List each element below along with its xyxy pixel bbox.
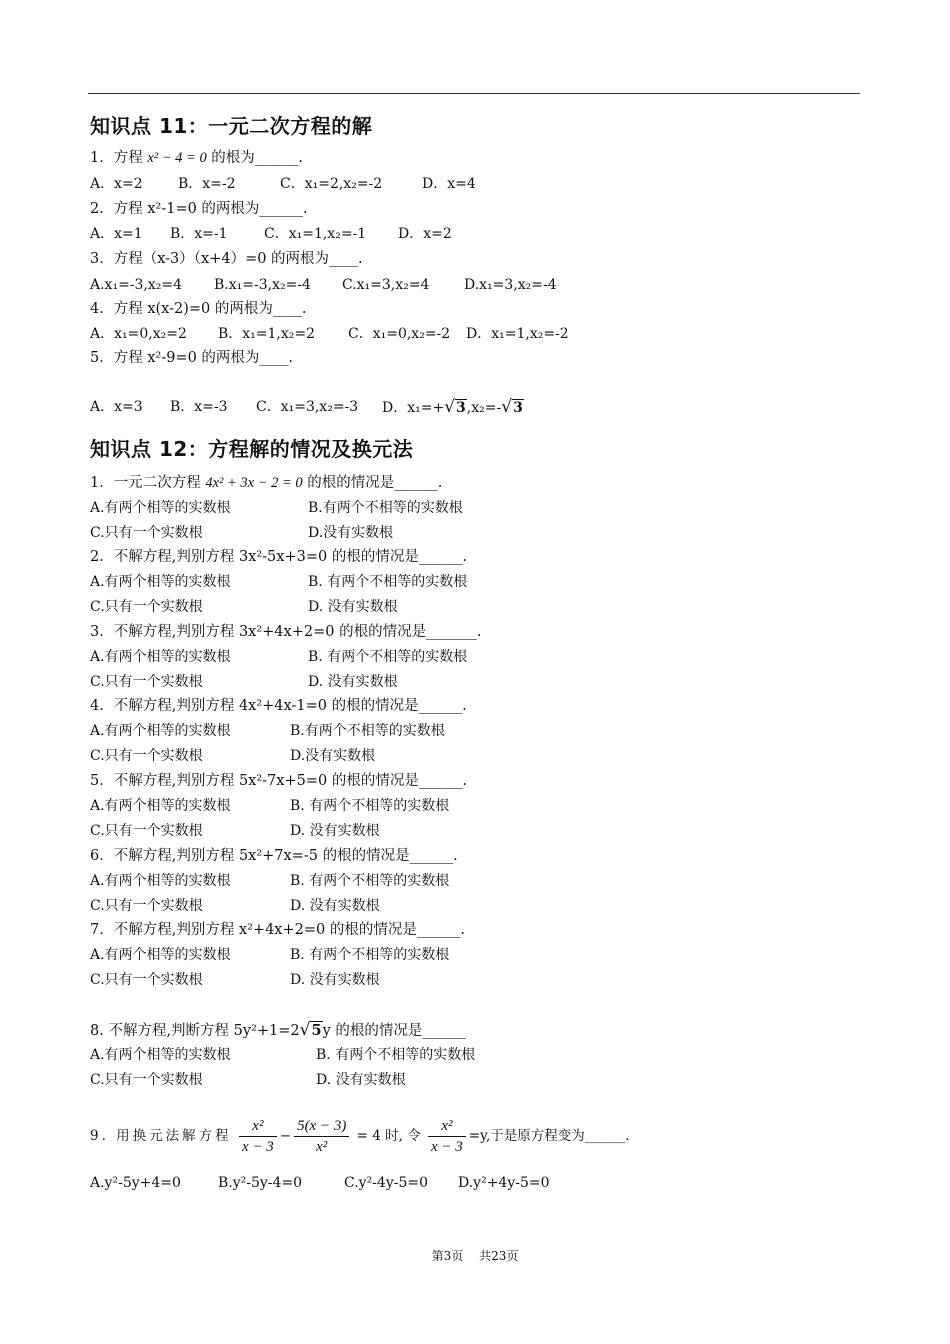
s12-q8-pre: 8. 不解方程,判断方程 5y²+1=2 — [90, 1023, 300, 1039]
option-a: A.x₁=-3,x₂=4 — [90, 277, 183, 293]
s12-q1-post: 的根的情况是______. — [302, 475, 443, 491]
fraction-1-denominator: x − 3 — [241, 1139, 274, 1155]
s12-q7: 7．不解方程,判别方程 x²+4x+2=0 的根的情况是______. — [90, 922, 465, 938]
option-b: B. 有两个不相等的实数根 — [290, 873, 450, 889]
option-d: D.x₁=3,x₂=-4 — [464, 277, 557, 293]
s12-q3: 3．不解方程,判别方程 3x²+4x+2=0 的根的情况是_______. — [90, 624, 482, 640]
s12-q8-post: y 的根的情况是______ — [322, 1023, 466, 1039]
s12-q6: 6．不解方程,判别方程 5x²+7x=-5 的根的情况是______. — [90, 848, 458, 864]
s12-q2: 2．不解方程,判别方程 3x²-5x+3=0 的根的情况是______. — [90, 549, 467, 565]
option-c: C.y²-4y-5=0 — [344, 1175, 429, 1191]
s12-q1-pre: 1．一元二次方程 — [90, 475, 206, 491]
s11-q1 — [90, 148, 303, 168]
option-d: D.没有实数根 — [308, 525, 394, 541]
fraction-2 — [294, 1116, 349, 1157]
option-d: D. 没有实数根 — [290, 898, 380, 914]
s12-q9-post: =y,于是原方程变为______. — [468, 1128, 630, 1144]
fraction-1 — [239, 1116, 277, 1157]
s11-q5: 5．方程 x²-9=0 的两根为____. — [90, 350, 294, 366]
s12-q1-equation: 4x² + 3x − 2 = 0 — [205, 475, 303, 491]
s12-q1 — [90, 473, 442, 493]
sqrt-sign: √ — [501, 397, 513, 417]
s11-q2: 2．方程 x²-1=0 的两根为______. — [90, 201, 308, 217]
s12-q9-pre: 9. 用换元法解方程 — [90, 1128, 232, 1144]
option-a: A.有两个相等的实数根 — [90, 1047, 231, 1063]
option-d: D.没有实数根 — [290, 748, 376, 764]
option-a: A．x=2 — [90, 176, 143, 192]
option-a: A．x₁=0,x₂=2 — [90, 326, 187, 342]
option-a: A.有两个相等的实数根 — [90, 873, 231, 889]
option-c: C．x₁=3,x₂=-3 — [256, 399, 359, 415]
option-b: B. 有两个不相等的实数根 — [316, 1047, 476, 1063]
option-c: C．x₁=1,x₂=-1 — [264, 226, 367, 242]
option-a: A.y²-5y+4=0 — [90, 1175, 181, 1191]
option-d-pre: D．x₁=+ — [382, 400, 445, 416]
s12-q4: 4．不解方程,判别方程 4x²+4x-1=0 的根的情况是______. — [90, 698, 467, 714]
sqrt-radicand: 3 — [513, 400, 523, 416]
page-footer — [0, 1247, 950, 1264]
fraction-1-numerator: x² — [239, 1116, 277, 1137]
section-12-title: 知识点 12：方程解的情况及换元法 — [90, 437, 414, 461]
option-b: B．x=-3 — [170, 399, 228, 415]
minus-sign: − — [279, 1128, 292, 1144]
s11-q3: 3．方程（x-3）（x+4）=0 的两根为____. — [90, 251, 363, 267]
s12-q9 — [90, 1116, 630, 1157]
option-d: D. 没有实数根 — [290, 823, 380, 839]
option-b: B．x=-2 — [178, 176, 236, 192]
s12-q8 — [90, 1020, 466, 1041]
s11-q4: 4．方程 x(x-2)=0 的两根为____. — [90, 301, 307, 317]
option-c: C．x₁=0,x₂=-2 — [348, 326, 451, 342]
option-d: D．x=2 — [398, 226, 452, 242]
option-c: C.只有一个实数根 — [90, 898, 203, 914]
option-c: C.只有一个实数根 — [90, 748, 203, 764]
sqrt-radicand: 3 — [456, 400, 466, 416]
option-b: B. 有两个不相等的实数根 — [308, 649, 468, 665]
option-b: B. 有两个不相等的实数根 — [308, 574, 468, 590]
option-c: C.只有一个实数根 — [90, 599, 203, 615]
s12-q9-eq: = 4 时, 令 — [356, 1128, 421, 1144]
option-b: B.x₁=-3,x₂=-4 — [214, 277, 311, 293]
option-c: C.只有一个实数根 — [90, 972, 203, 988]
option-b: B.有两个不相等的实数根 — [308, 500, 463, 516]
option-d: D．x=4 — [422, 176, 476, 192]
option-a: A．x=1 — [90, 226, 143, 242]
s11-q1-post: 的根为______. — [206, 150, 303, 166]
fraction-3 — [428, 1116, 466, 1157]
option-c: C.x₁=3,x₂=4 — [342, 277, 430, 293]
s12-q5: 5．不解方程,判别方程 5x²-7x+5=0 的根的情况是______. — [90, 773, 467, 789]
option-d: D. 没有实数根 — [316, 1072, 406, 1088]
option-b: B. 有两个不相等的实数根 — [290, 947, 450, 963]
option-c: C.只有一个实数根 — [90, 1072, 203, 1088]
fraction-3-denominator: x − 3 — [431, 1139, 463, 1155]
option-a: A.有两个相等的实数根 — [90, 723, 231, 739]
option-d-mid: ,x₂=- — [466, 400, 502, 416]
option-c: C.只有一个实数根 — [90, 823, 203, 839]
sqrt-sign: √ — [444, 397, 456, 417]
sqrt-radicand: 5 — [311, 1022, 322, 1039]
page-total: 共23页 — [479, 1249, 519, 1263]
option-b: B.y²-5y-4=0 — [218, 1175, 303, 1191]
s11-q1-equation: x² − 4 = 0 — [147, 150, 207, 166]
option-c: C.只有一个实数根 — [90, 525, 203, 541]
header-rule — [88, 93, 860, 94]
sqrt-sign: √ — [299, 1020, 311, 1040]
s11-q1-pre: 1．方程 — [90, 150, 148, 166]
option-a: A.有两个相等的实数根 — [90, 500, 231, 516]
option-b: B.有两个不相等的实数根 — [290, 723, 445, 739]
option-d: D. 没有实数根 — [290, 972, 380, 988]
option-a: A．x=3 — [90, 399, 143, 415]
option-b: B. 有两个不相等的实数根 — [290, 798, 450, 814]
option-d: D. 没有实数根 — [308, 674, 398, 690]
section-11-title: 知识点 11：一元二次方程的解 — [90, 114, 373, 138]
option-d: D.y²+4y-5=0 — [458, 1175, 550, 1191]
option-a: A.有两个相等的实数根 — [90, 574, 231, 590]
option-b: B．x₁=1,x₂=2 — [218, 326, 316, 342]
fraction-2-numerator: 5(x − 3) — [294, 1116, 349, 1137]
option-b: B．x=-1 — [170, 226, 228, 242]
fraction-3-numerator: x² — [428, 1116, 466, 1137]
option-a: A.有两个相等的实数根 — [90, 649, 231, 665]
page-number: 第3页 — [431, 1249, 464, 1263]
fraction-2-denominator: x² — [316, 1139, 328, 1155]
option-c: C.只有一个实数根 — [90, 674, 203, 690]
option-a: A.有两个相等的实数根 — [90, 798, 231, 814]
option-d — [382, 397, 524, 418]
option-c: C．x₁=2,x₂=-2 — [280, 176, 383, 192]
option-a: A.有两个相等的实数根 — [90, 947, 231, 963]
option-d: D．x₁=1,x₂=-2 — [466, 326, 569, 342]
option-d: D. 没有实数根 — [308, 599, 398, 615]
